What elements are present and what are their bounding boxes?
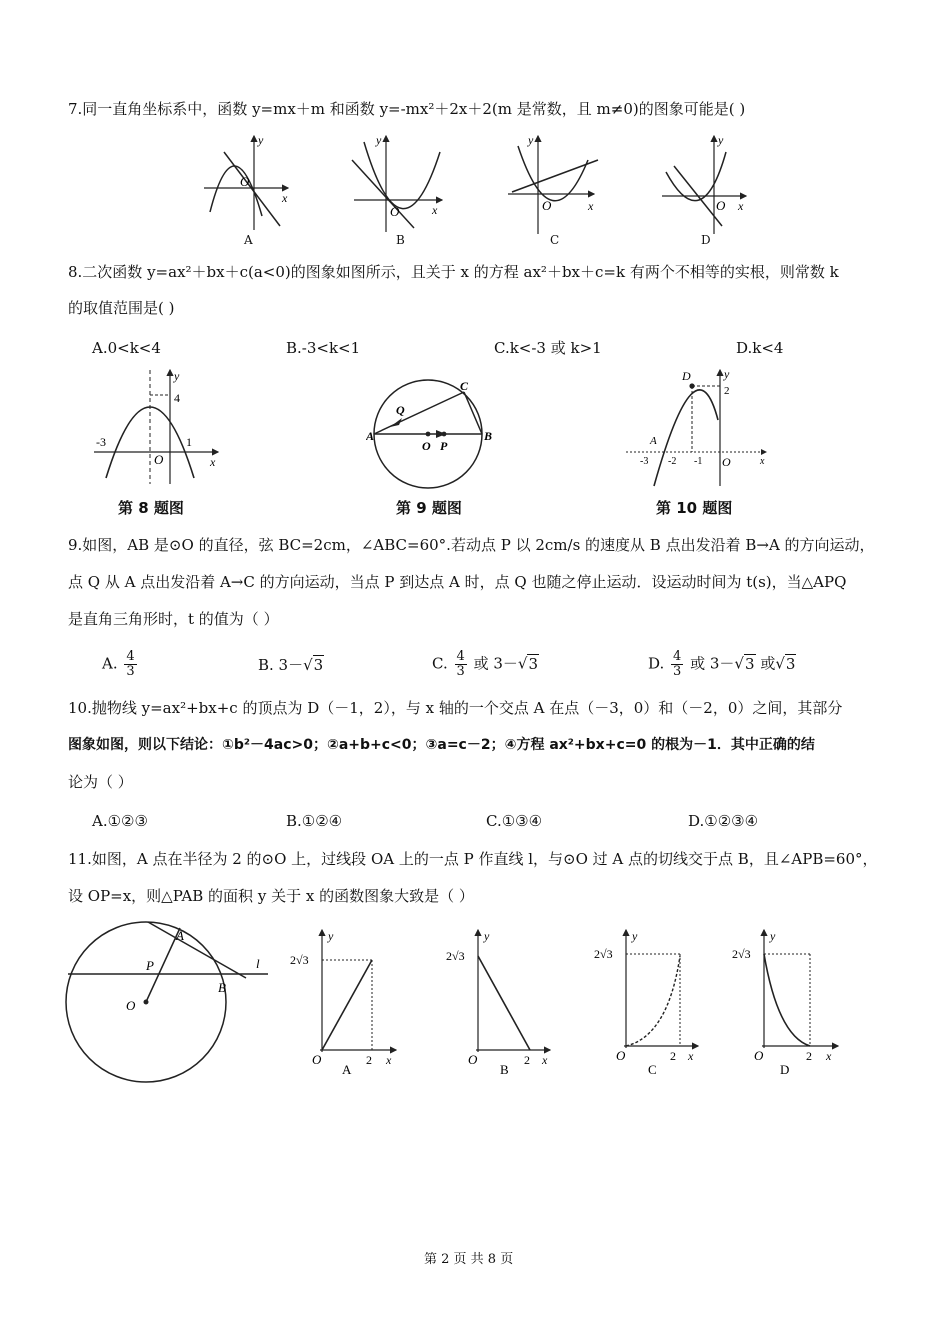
svg-text:O: O xyxy=(542,198,552,213)
svg-text:y: y xyxy=(484,929,490,943)
svg-text:2√3: 2√3 xyxy=(446,949,465,963)
q11-graph-a xyxy=(290,929,396,1067)
q11-line1: 11.如图，A 点在半径为 2 的⊙O 上，过线段 OA 上的一点 P 作直线 l，与⊙O 过 A 点的切线交于点 B，且∠APB=60°， xyxy=(68,850,878,868)
page-footer: 第 2 页 共 8 页 xyxy=(424,1252,514,1267)
svg-text:2√3: 2√3 xyxy=(290,953,309,967)
svg-text:O: O xyxy=(716,198,726,213)
q7-label-a: A xyxy=(244,233,253,247)
q10-option-b: B.①②④ xyxy=(286,812,343,830)
svg-text:D: D xyxy=(682,369,691,383)
svg-text:x: x xyxy=(386,1053,392,1067)
svg-text:D: D xyxy=(780,1062,790,1077)
svg-text:x: x xyxy=(688,1049,694,1063)
q7-graph-c xyxy=(508,133,598,234)
q7-graph-d xyxy=(662,133,746,234)
q7-label-c: C xyxy=(550,233,560,247)
svg-text:2: 2 xyxy=(366,1053,372,1067)
q9-option-b: B. 3－√3 xyxy=(258,656,324,674)
q10-option-c: C.①③④ xyxy=(486,812,543,830)
svg-text:y: y xyxy=(174,369,180,383)
q8-option-d: D.k<4 xyxy=(736,339,784,357)
svg-text:O: O xyxy=(154,452,164,467)
svg-text:2: 2 xyxy=(524,1053,530,1067)
q11-graph-b xyxy=(446,929,550,1067)
svg-text:x: x xyxy=(738,199,744,213)
svg-text:y: y xyxy=(528,133,534,147)
caption-fig8: 第 8 题图 xyxy=(118,499,184,517)
q9-option-c: C. $\frac{4}{3}$ 或 3－√3 xyxy=(432,649,538,679)
svg-text:-2: -2 xyxy=(668,456,677,467)
svg-text:x: x xyxy=(826,1049,832,1063)
svg-text:y: y xyxy=(376,133,382,147)
svg-text:l: l xyxy=(256,956,260,971)
svg-text:x: x xyxy=(760,456,765,467)
svg-text:A: A xyxy=(650,435,657,447)
svg-text:O: O xyxy=(468,1052,478,1067)
figure-9 xyxy=(366,378,496,494)
q7-graph-b xyxy=(352,133,442,232)
caption-fig9: 第 9 题图 xyxy=(396,499,462,517)
q11-figures xyxy=(62,918,852,1088)
q8-option-a: A.0<k<4 xyxy=(92,339,161,357)
figure-8 xyxy=(88,366,223,488)
svg-text:O: O xyxy=(312,1052,322,1067)
svg-text:O: O xyxy=(754,1048,764,1063)
svg-text:O: O xyxy=(616,1048,626,1063)
svg-text:y: y xyxy=(258,133,264,147)
q9-line3: 是直角三角形时，t 的值为（ ） xyxy=(68,610,279,628)
q11-label-b: B xyxy=(500,1062,509,1077)
q8-option-b: B.-3<k<1 xyxy=(286,339,361,357)
svg-text:-1: -1 xyxy=(694,456,703,467)
q7-label-b: B xyxy=(396,233,405,247)
svg-text:O: O xyxy=(422,439,431,453)
svg-text:1: 1 xyxy=(186,435,192,449)
q10-line3: 论为（ ） xyxy=(68,773,133,791)
svg-text:O: O xyxy=(390,204,400,219)
svg-text:x: x xyxy=(210,455,216,469)
svg-text:y: y xyxy=(718,133,724,147)
q7-graph-a xyxy=(204,133,288,230)
q10-option-d: D.①②③④ xyxy=(688,812,759,830)
q8-option-c: C.k<-3 或 k>1 xyxy=(494,339,602,357)
figure-10 xyxy=(620,366,770,490)
svg-text:B: B xyxy=(484,429,493,443)
svg-text:Q: Q xyxy=(396,403,405,417)
svg-text:y: y xyxy=(328,929,334,943)
q10-line2: 图象如图，则以下结论：①b²－4ac>0；②a+b+c<0；③a=c－2；④方程 ax²+bx+c=0 的根为－1．其中正确的结 xyxy=(68,737,815,753)
svg-text:x: x xyxy=(282,191,288,205)
svg-text:4: 4 xyxy=(174,391,180,405)
q11-graph-c xyxy=(594,929,698,1077)
svg-text:O: O xyxy=(722,455,731,469)
svg-text:2√3: 2√3 xyxy=(732,947,751,961)
q10-line1: 10.抛物线 y=ax²+bx+c 的顶点为 D（－1，2），与 x 轴的一个交点 A 在点（－3，0）和（－2，0）之间，其部分 xyxy=(68,699,843,717)
svg-text:P: P xyxy=(146,958,154,973)
svg-text:-3: -3 xyxy=(640,456,649,467)
svg-text:C: C xyxy=(460,379,469,393)
svg-text:2: 2 xyxy=(806,1049,812,1063)
svg-text:x: x xyxy=(588,199,594,213)
q9-option-a: A. $\frac{4}{3}$ xyxy=(102,649,135,679)
svg-text:A: A xyxy=(176,928,184,943)
q9-line1: 9.如图，AB 是⊙O 的直径，弦 BC=2cm，∠ABC=60°.若动点 P 以 2cm/s 的速度从 B 点出发沿着 B→A 的方向运动， xyxy=(68,536,875,554)
q11-label-a: A xyxy=(342,1062,352,1077)
svg-text:y: y xyxy=(632,929,638,943)
q9-option-d: D. $\frac{4}{3}$ 或 3－√3 或√3 xyxy=(648,649,796,679)
svg-text:O: O xyxy=(240,174,250,189)
caption-fig10: 第 10 题图 xyxy=(656,499,733,517)
svg-text:x: x xyxy=(432,203,438,217)
q8-line2: 的取值范围是( ) xyxy=(68,299,175,317)
q7-text: 7.同一直角坐标系中，函数 y=mx＋m 和函数 y=-mx²＋2x＋2(m 是常数，且 m≠0)的图象可能是( ) xyxy=(68,100,746,118)
svg-text:y: y xyxy=(724,367,730,381)
svg-text:y: y xyxy=(770,929,776,943)
q8-line1: 8.二次函数 y=ax²＋bx＋c(a<0)的图象如图所示，且关于 x 的方程 ax²＋bx＋c=k 有两个不相等的实根，则常数 k xyxy=(68,263,839,281)
q9-line2: 点 Q 从 A 点出发沿着 A→C 的方向运动，当点 P 到达点 A 时，点 Q 也随之停止运动．设运动时间为 t(s)，当△APQ xyxy=(68,573,847,591)
svg-text:x: x xyxy=(542,1053,548,1067)
svg-text:-3: -3 xyxy=(96,435,106,449)
q10-option-a: A.①②③ xyxy=(92,812,148,830)
q11-circle-figure xyxy=(66,922,268,1082)
svg-text:2: 2 xyxy=(670,1049,676,1063)
svg-text:2√3: 2√3 xyxy=(594,947,613,961)
svg-text:C: C xyxy=(648,1062,657,1077)
q7-label-d: D xyxy=(701,233,711,247)
q11-line2: 设 OP=x，则△PAB 的面积 y 关于 x 的函数图象大致是（ ） xyxy=(68,887,474,905)
svg-text:O: O xyxy=(126,998,136,1013)
q11-graph-d xyxy=(732,929,838,1077)
svg-text:P: P xyxy=(440,439,448,453)
svg-text:A: A xyxy=(366,429,375,443)
svg-text:2: 2 xyxy=(724,385,730,397)
svg-text:B: B xyxy=(218,980,226,995)
